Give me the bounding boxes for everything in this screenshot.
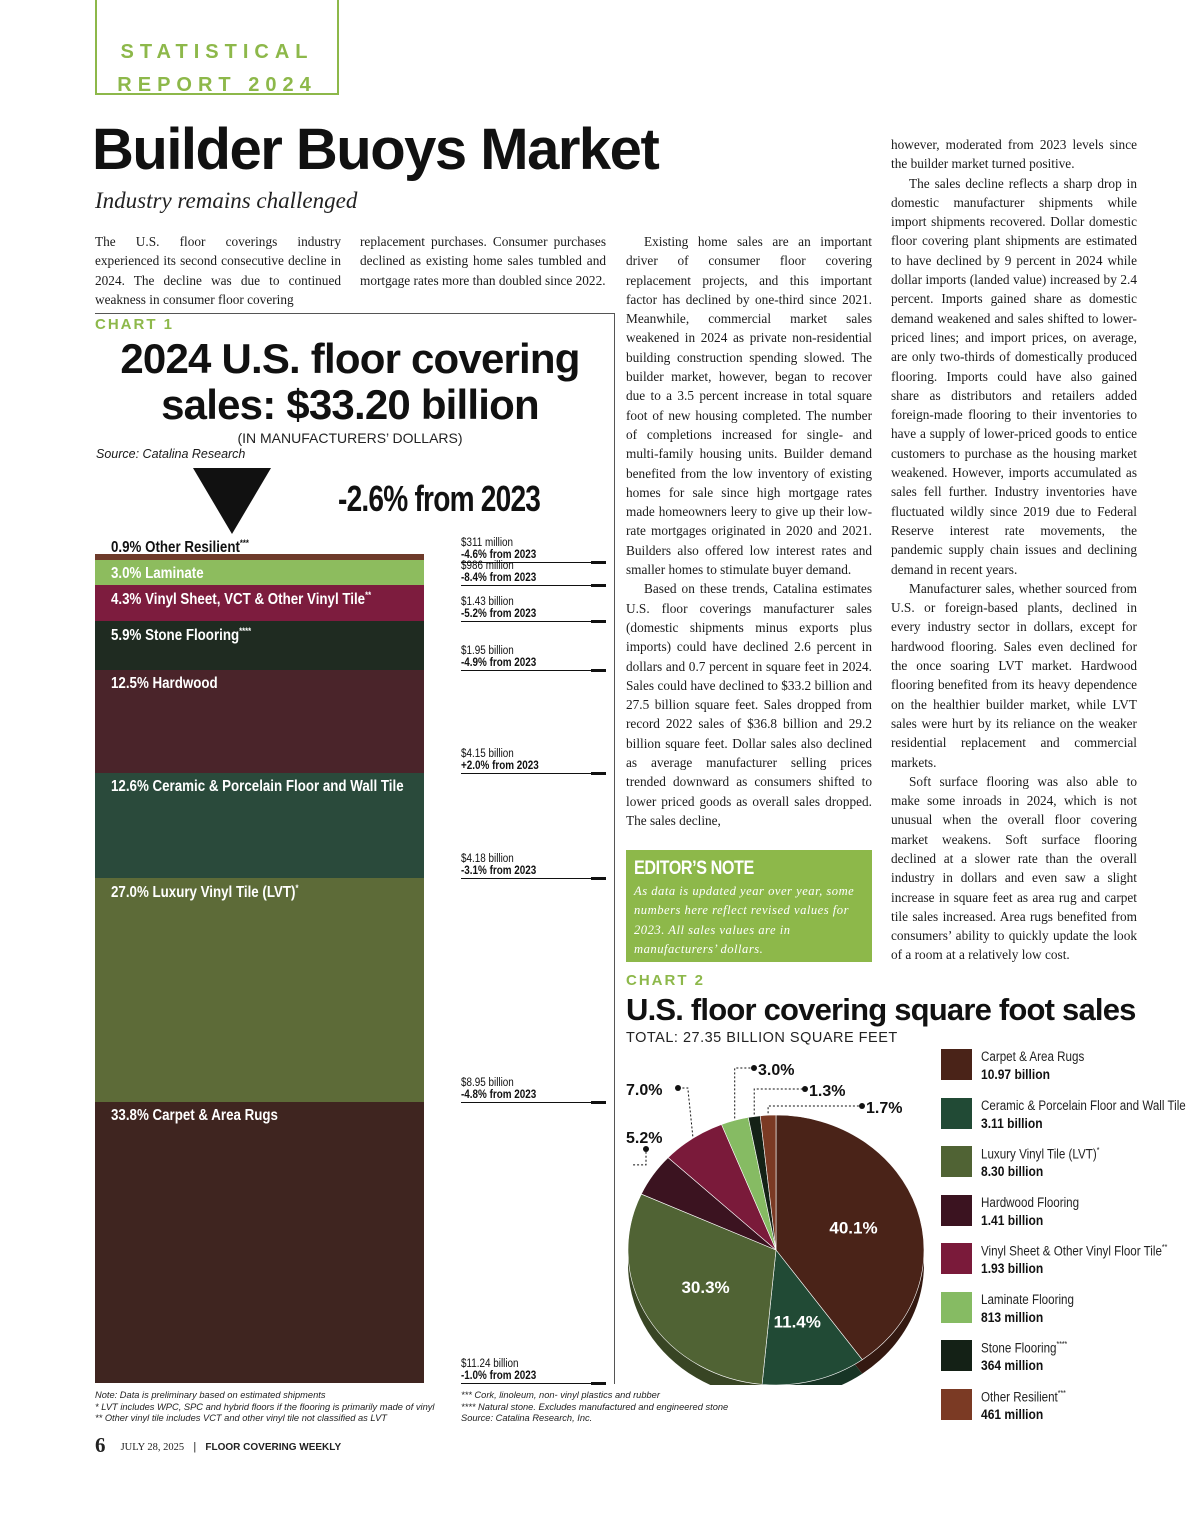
chart1-value-label: $311 million -4.6% from 2023 bbox=[461, 537, 537, 561]
editor-note bbox=[626, 850, 872, 962]
chart1-leader-line bbox=[461, 773, 591, 774]
legend-label: Vinyl Sheet & Other Vinyl Floor Tile** bbox=[981, 1243, 1168, 1259]
pie-value-label: 30.3% bbox=[681, 1278, 730, 1298]
chart1-segment-label: 3.0% Laminate bbox=[111, 565, 204, 582]
pie-value-label: 11.4% bbox=[773, 1312, 821, 1332]
chart1-bar-vinyl-sheet-vct-other-vinyl-tile bbox=[95, 585, 424, 621]
report-tag bbox=[95, 0, 339, 95]
chart1-tick bbox=[591, 772, 606, 775]
chart1-bar-ceramic-porcelain-floor-and-wall-tile bbox=[95, 773, 424, 878]
chart1-tick bbox=[591, 1101, 606, 1104]
publication-name: FLOOR COVERING WEEKLY bbox=[205, 1442, 342, 1453]
page-number: 6 bbox=[95, 1433, 106, 1457]
chart1-leader-line bbox=[461, 585, 591, 586]
paragraph: replacement purchases. Consumer purchases declined as existing home sales tumbled and mortgage rates more than doubled since 2022. bbox=[360, 234, 606, 288]
chart1-bar-laminate bbox=[95, 560, 424, 585]
chart1-tick bbox=[591, 877, 606, 880]
chart1-tick bbox=[591, 669, 606, 672]
pie-callout-dot bbox=[802, 1086, 808, 1092]
legend-value: 1.41 billion bbox=[981, 1211, 1044, 1228]
legend-label: Laminate Flooring bbox=[981, 1291, 1074, 1307]
article-column-3 bbox=[626, 232, 872, 830]
legend-swatch bbox=[941, 1146, 972, 1177]
legend-swatch bbox=[941, 1389, 972, 1420]
pie-callout-line bbox=[768, 1106, 862, 1113]
legend-value: 10.97 billion bbox=[981, 1066, 1050, 1082]
pie-callout-line bbox=[633, 1149, 646, 1165]
paragraph: Manufacturer sales, whether sourced from U.S. or foreign-based plants, declined in every industry sector in dollars, except for hardwood flooring. Sales even declined for the once soaring LVT market. Hardwood flooring benefited from its heavy dependence on the healthier builder market, while LVT sales were hurt by its reliance on the weaker residential replacement and commercial markets. bbox=[891, 580, 1137, 770]
chart1-segment-label: 5.9% Stone Flooring**** bbox=[111, 625, 252, 644]
footer-separator: | bbox=[193, 1441, 197, 1453]
legend-swatch bbox=[941, 1243, 972, 1274]
chart2-label: CHART 2 bbox=[626, 972, 706, 989]
pie-callout-line bbox=[735, 1068, 754, 1118]
note-line: Note: Data is preliminary based on estimated shipments bbox=[95, 1390, 326, 1400]
chart1-value-label: $1.43 billion -5.2% from 2023 bbox=[461, 595, 537, 620]
chart1-value-label: $4.18 billion -3.1% from 2023 bbox=[461, 852, 537, 877]
chart1-segment-label: 12.6% Ceramic & Porcelain Floor and Wall Tile bbox=[111, 778, 404, 796]
legend-label: Luxury Vinyl Tile (LVT)* bbox=[981, 1146, 1100, 1162]
chart2-title: U.S. floor covering square foot sales bbox=[626, 992, 1136, 1027]
legend-swatch bbox=[941, 1049, 972, 1080]
pie-value-label: 40.1% bbox=[829, 1218, 878, 1238]
chart1-unit-note: (IN MANUFACTURERS’ DOLLARS) bbox=[237, 430, 463, 446]
chart1-right-rule bbox=[614, 313, 615, 1384]
article-column-2 bbox=[360, 232, 606, 290]
pie-callout-label: 1.7% bbox=[866, 1100, 903, 1117]
legend-swatch bbox=[941, 1292, 972, 1323]
chart1-label: CHART 1 bbox=[95, 316, 175, 333]
chart1-leader-line bbox=[461, 1102, 591, 1103]
paragraph: however, moderated from 2023 levels since the builder market turned positive. bbox=[891, 137, 1137, 172]
page-footer bbox=[95, 1433, 341, 1458]
chart1-source: Source: Catalina Research bbox=[96, 447, 246, 461]
paragraph: Soft surface flooring was also able to make some inroads in 2024, which is not unusual when the overall floor covering market weakens. Soft surface flooring declined at a slower rate than the overall industry in dollars and even saw a slight increase in square feet as area rug and carpet tile sales increased. Area rugs benefited from consumers’ ability to quickly update the look of a room at a relatively low cost. bbox=[891, 773, 1137, 963]
legend-value: 3.11 billion bbox=[981, 1114, 1043, 1131]
legend-swatch bbox=[941, 1098, 972, 1129]
chart1-leader-line bbox=[461, 621, 591, 622]
legend-value: 8.30 billion bbox=[981, 1163, 1044, 1179]
legend-value: 461 million bbox=[981, 1405, 1044, 1422]
paragraph: The sales decline reflects a sharp drop in domestic manufacturer shipments while import shipments recovered. Dollar domestic floor covering plant shipments are estimated to have declined by 9 percent in 2024 while dollar imports (landed value) increased by 2.4 percent. Imports gained share as domestic demand weakened and sales shifted to lower-priced lines; and import prices, on average, are only two-thirds of domestically produced flooring. Imports could have also gained share as distributors and retailers added foreign-made flooring to their inventories to have a supply of lower-priced goods to entice customers to purchase as the housing market weakened. However, imports accumulated as sales fell further. Industry inventories have fluctuated wildly since 2019 due to Federal Reserve interest rate movements, the pandemic supply chain issues and declining demand in recent years. bbox=[891, 175, 1137, 577]
chart1-change-label: -2.6% from 2023 bbox=[338, 478, 541, 519]
chart1-tick bbox=[591, 561, 606, 564]
chart1-leader-line bbox=[461, 670, 591, 671]
legend-label: Carpet & Area Rugs bbox=[981, 1049, 1085, 1064]
chart1-bar-carpet-area-rugs bbox=[95, 1102, 424, 1383]
article-column-1 bbox=[95, 232, 341, 309]
chart1-segment-label: 12.5% Hardwood bbox=[111, 674, 218, 692]
issue-date: JULY 28, 2025 bbox=[120, 1442, 185, 1453]
article-title: Builder Buoys Market bbox=[92, 117, 659, 182]
pie-callout-label: 5.2% bbox=[626, 1130, 663, 1147]
pie-callout-label: 3.0% bbox=[758, 1062, 795, 1079]
legend-label: Ceramic & Porcelain Floor and Wall Tile bbox=[981, 1097, 1186, 1113]
paragraph: The U.S. floor coverings industry experienced its second consecutive decline in 2024. The decline was due to continued weakness in consumer floor covering bbox=[95, 234, 341, 307]
chart1-top-rule bbox=[95, 313, 615, 314]
down-arrow-icon bbox=[193, 468, 271, 534]
chart2-total: TOTAL: 27.35 BILLION SQUARE FEET bbox=[626, 1030, 898, 1046]
pie-callout-dot bbox=[751, 1065, 757, 1071]
legend-label: Stone Flooring**** bbox=[981, 1340, 1068, 1356]
legend-swatch bbox=[941, 1340, 972, 1371]
chart2-pie bbox=[626, 1055, 942, 1385]
paragraph: Based on these trends, Catalina estimates U.S. floor coverings manufacturer sales (domestic shipments minus exports plus imports) could have declined 2.6 percent in dollars and 0.7 percent in square feet in 2024. Sales could have declined to $33.2 billion and 27.5 billion square feet. Sales dropped from record 2022 sales of $36.8 billion and 29.2 billion square feet. Dollar sales also declined as average manufacturer selling prices trended downward as consumers shifted to lower priced goods as overall sales dropped. The sales decline, bbox=[626, 581, 872, 828]
legend-value: 813 million bbox=[981, 1308, 1044, 1325]
chart1-tick bbox=[591, 584, 606, 587]
legend-value: 1.93 billion bbox=[981, 1260, 1044, 1276]
chart1-segment-label: 27.0% Luxury Vinyl Tile (LVT)* bbox=[111, 882, 299, 902]
editor-note-body: As data is updated year over year, some numbers here reflect revised values for 2023. All sales values are in manufacturers’ dollars. bbox=[634, 884, 855, 957]
note-line: ** Other vinyl tile includes VCT and other vinyl tile not classified as LVT bbox=[95, 1413, 387, 1423]
pie-callout-line bbox=[754, 1089, 805, 1114]
pie-callout-dot bbox=[859, 1103, 865, 1109]
note-line: **** Natural stone. Excludes manufactured and engineered stone bbox=[461, 1401, 729, 1412]
chart1-notes-right bbox=[461, 1390, 781, 1425]
chart1-bar-hardwood bbox=[95, 670, 424, 774]
editor-note-heading: EDITOR’S NOTE bbox=[634, 858, 754, 879]
legend-value: 364 million bbox=[981, 1357, 1044, 1373]
report-tag-line2: REPORT 2024 bbox=[117, 74, 317, 96]
note-line: Source: Catalina Research, Inc. bbox=[461, 1413, 593, 1423]
chart1-value-label: $1.95 billion -4.9% from 2023 bbox=[461, 644, 537, 669]
chart1-value-label: $8.95 billion -4.8% from 2023 bbox=[461, 1076, 537, 1101]
paragraph: Existing home sales are an important driver of consumer floor covering replacement projects, and this important factor has declined by one-third since 2021. Meanwhile, commercial market sales weakened in 2024 as private non-residential building construction spending slowed. The builder market, however, began to recover due to a 3.5 percent increase in total square foot of new housing completed. The number of completions increased for single- and multi-family housing units. Builder demand benefited from the low inventory of existing homes for sale since high mortgage rates made homeowners leery to give up their low-rate mortgages originated in 2020 and 2021. Builders also offered low interest rates and smaller homes to stimulate buyer demand. bbox=[626, 234, 872, 578]
chart1-tick bbox=[591, 620, 606, 623]
legend-label: Hardwood Flooring bbox=[981, 1194, 1080, 1210]
legend-swatch bbox=[941, 1195, 972, 1226]
pie-callout-line bbox=[678, 1088, 693, 1136]
legend-label: Other Resilient*** bbox=[981, 1388, 1066, 1404]
note-line: * LVT includes WPC, SPC and hybrid floors if the flooring is primarily made of vinyl bbox=[95, 1401, 435, 1412]
chart1-value-label: $986 million -8.4% from 2023 bbox=[461, 559, 537, 584]
chart1-segment-label: 4.3% Vinyl Sheet, VCT & Other Vinyl Tile** bbox=[111, 589, 372, 609]
chart1-tick bbox=[591, 1382, 606, 1385]
chart1-bar-luxury-vinyl-tile-lvt- bbox=[95, 878, 424, 1102]
chart1-segment-label: 33.8% Carpet & Area Rugs bbox=[111, 1106, 278, 1124]
chart1-title: 2024 U.S. floor covering sales: $33.20 billion bbox=[120, 335, 580, 428]
pie-callout-label: 7.0% bbox=[626, 1082, 663, 1099]
note-line: *** Cork, linoleum, non- vinyl plastics and rubber bbox=[461, 1390, 660, 1400]
report-tag-line1: STATISTICAL bbox=[120, 41, 314, 63]
chart1-bar-stone-flooring bbox=[95, 621, 424, 670]
chart1-value-label: $4.15 billion +2.0% from 2023 bbox=[461, 748, 539, 773]
chart1-leader-line bbox=[461, 1383, 591, 1384]
chart1-leader-line bbox=[461, 878, 591, 879]
pie-callout-dot bbox=[675, 1085, 681, 1091]
chart1-value-label: $11.24 billion -1.0% from 2023 bbox=[461, 1357, 537, 1382]
article-column-4 bbox=[891, 135, 1137, 965]
pie-callout-label: 1.3% bbox=[809, 1083, 846, 1100]
article-subtitle: Industry remains challenged bbox=[95, 188, 358, 213]
chart1-segment-label: 0.9% Other Resilient*** bbox=[111, 538, 249, 557]
chart1-notes-left bbox=[95, 1390, 455, 1425]
